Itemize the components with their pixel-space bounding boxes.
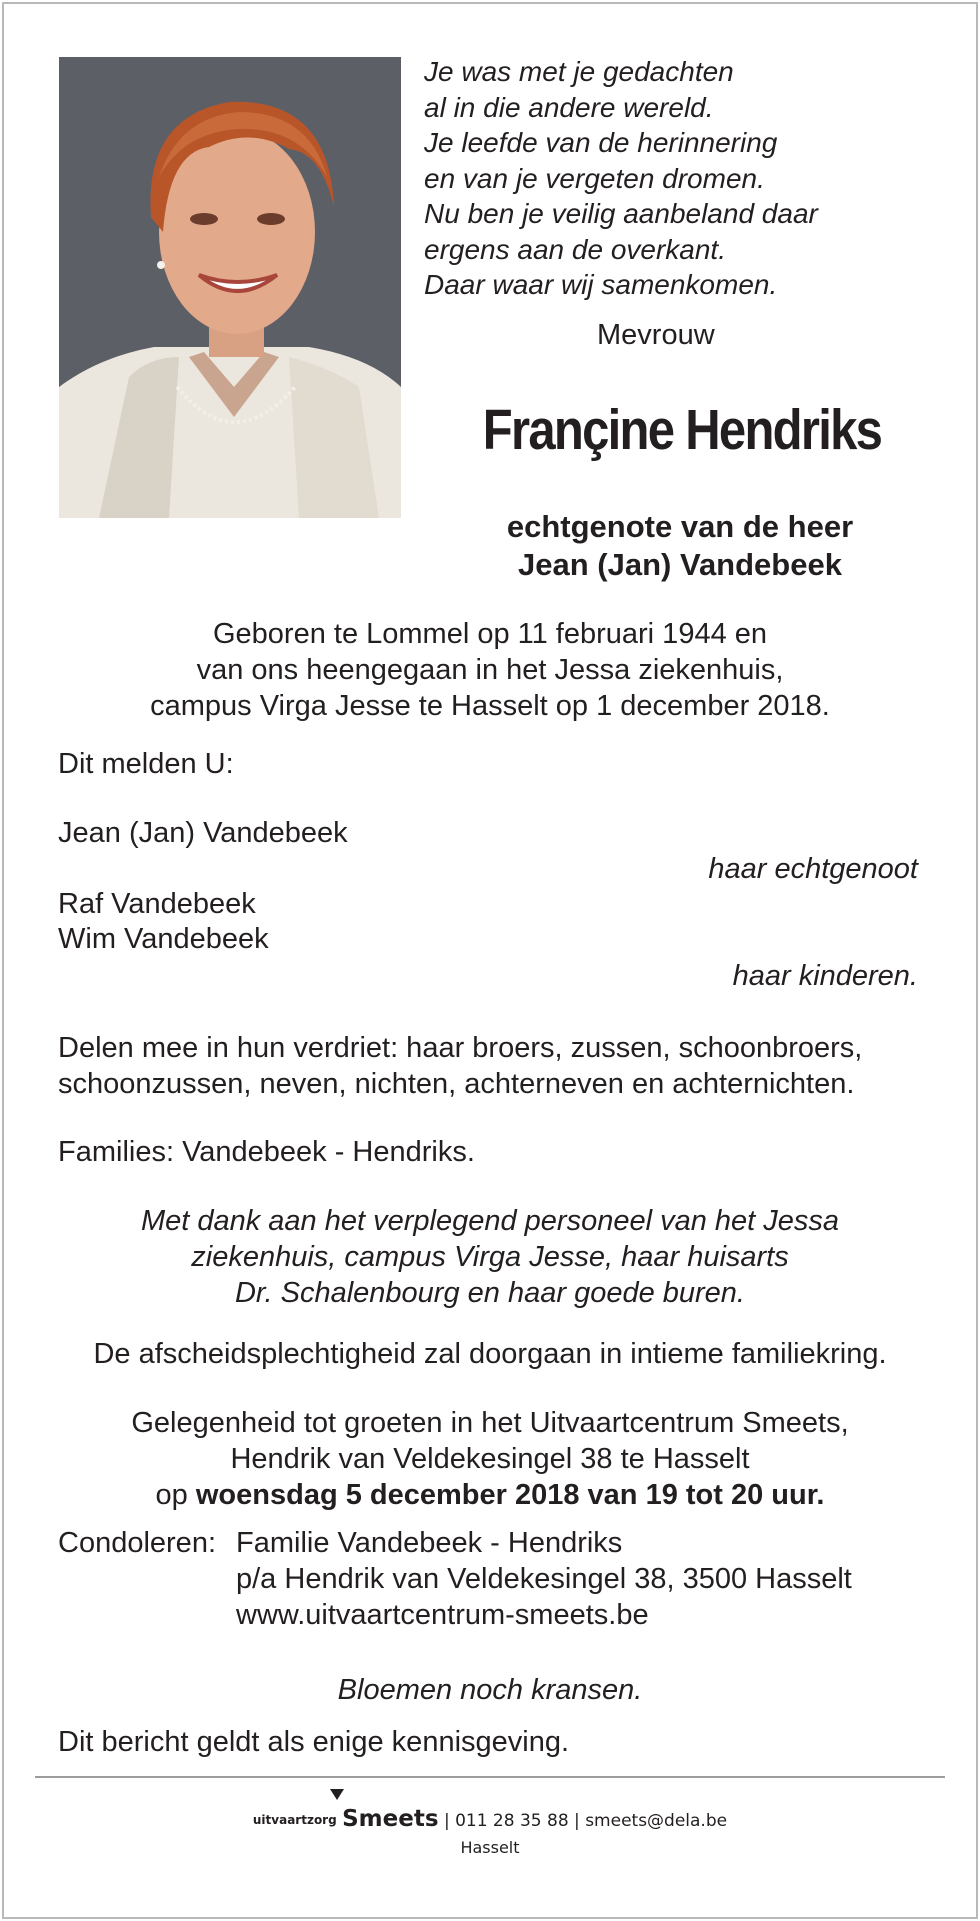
children-role: haar kinderen. xyxy=(732,960,918,992)
poem xyxy=(424,54,818,303)
footer-city: Hasselt xyxy=(460,1838,520,1857)
spouse-info xyxy=(420,508,940,584)
spouse-line: echtgenote van de heer xyxy=(506,509,854,544)
poem-line: al in die andere wereld. xyxy=(424,91,714,123)
poem-line: Daar waar wij samenkomen. xyxy=(424,269,778,300)
spouse-name: Jean (Jan) Vandebeek xyxy=(518,547,842,582)
child-name: Raf Vandebeek xyxy=(58,888,256,920)
grief-text xyxy=(58,1030,862,1102)
funeral-home-footer xyxy=(0,1806,980,1857)
condolence-family: Familie Vandebeek - Hendriks xyxy=(236,1527,623,1559)
poem-line: Je leefde van de herinnering xyxy=(424,127,778,158)
condolence-website: www.uitvaartcentrum-smeets.be xyxy=(236,1599,649,1631)
thanks-line: ziekenhuis, campus Virga Jesse, haar huisarts xyxy=(191,1241,789,1273)
thanks-line: Dr. Schalenbourg en haar goede buren. xyxy=(234,1277,745,1309)
poem-line: en van je vergeten dromen. xyxy=(424,162,765,194)
condolence-block xyxy=(236,1525,852,1633)
birth-line: van ons heengegaan in het Jessa ziekenhuis, xyxy=(196,654,784,686)
husband-name: Jean (Jan) Vandebeek xyxy=(58,817,348,849)
greeting-time xyxy=(0,1477,980,1513)
footer-phone: 011 28 35 88 xyxy=(455,1811,569,1831)
brand-name: Smeets xyxy=(342,1806,439,1832)
greeting-date: woensdag 5 december 2018 van 19 tot 20 uur. xyxy=(195,1479,825,1511)
announce-text: Dit melden U: xyxy=(58,748,234,780)
poem-line: ergens aan de overkant. xyxy=(424,233,726,265)
title-mevrouw: Mevrouw xyxy=(597,319,715,351)
deceased-name: Françine Hendriks xyxy=(482,398,882,462)
thanks-line: Met dank aan het verplegend personeel van het Jessa xyxy=(140,1205,840,1237)
condolence-label: Condoleren: xyxy=(58,1527,216,1559)
notice-text: Dit bericht geldt als enige kennisgeving. xyxy=(58,1726,570,1758)
birth-line: Geboren te Lommel op 11 februari 1944 en xyxy=(212,618,768,650)
footer-email: smeets@dela.be xyxy=(585,1811,728,1831)
greeting-text xyxy=(0,1405,980,1513)
thanks-text xyxy=(0,1203,980,1311)
poem-line: Nu ben je veilig aanbeland daar xyxy=(424,198,818,229)
greeting-line: Hendrik van Veldekesingel 38 te Hasselt xyxy=(230,1443,750,1475)
brand-small: uitvaartzorg xyxy=(252,1813,337,1827)
grief-line: schoonzussen, neven, nichten, achterneven en achternichten. xyxy=(58,1068,855,1100)
footer-divider xyxy=(35,1776,945,1778)
separator: | xyxy=(443,1811,456,1831)
greeting-line: Gelegenheid tot groeten in het Uitvaartcentrum Smeets, xyxy=(131,1407,849,1439)
child-name: Wim Vandebeek xyxy=(58,923,269,955)
grief-line: Delen mee in hun verdriet: haar broers, zussen, schoonbroers, xyxy=(58,1032,863,1064)
triangle-icon xyxy=(330,1789,344,1800)
footer-contact xyxy=(0,1806,980,1832)
portrait-illustration xyxy=(59,57,401,518)
condolence-address: p/a Hendrik van Veldekesingel 38, 3500 Hasselt xyxy=(236,1563,852,1595)
husband-role: haar echtgenoot xyxy=(708,853,918,885)
birth-death-info xyxy=(0,616,980,724)
separator: | xyxy=(574,1811,586,1831)
ceremony-text: De afscheidsplechtigheid zal doorgaan in intieme familiekring. xyxy=(93,1338,887,1370)
birth-line: campus Virga Jesse te Hasselt op 1 december 2018. xyxy=(150,690,830,722)
families-text: Families: Vandebeek - Hendriks. xyxy=(58,1136,475,1168)
greeting-prefix: op xyxy=(155,1479,188,1511)
poem-line: Je was met je gedachten xyxy=(424,56,734,87)
portrait-photo xyxy=(59,57,401,518)
no-flowers-text: Bloemen noch kransen. xyxy=(337,1674,643,1706)
brand-logo xyxy=(342,1806,438,1832)
